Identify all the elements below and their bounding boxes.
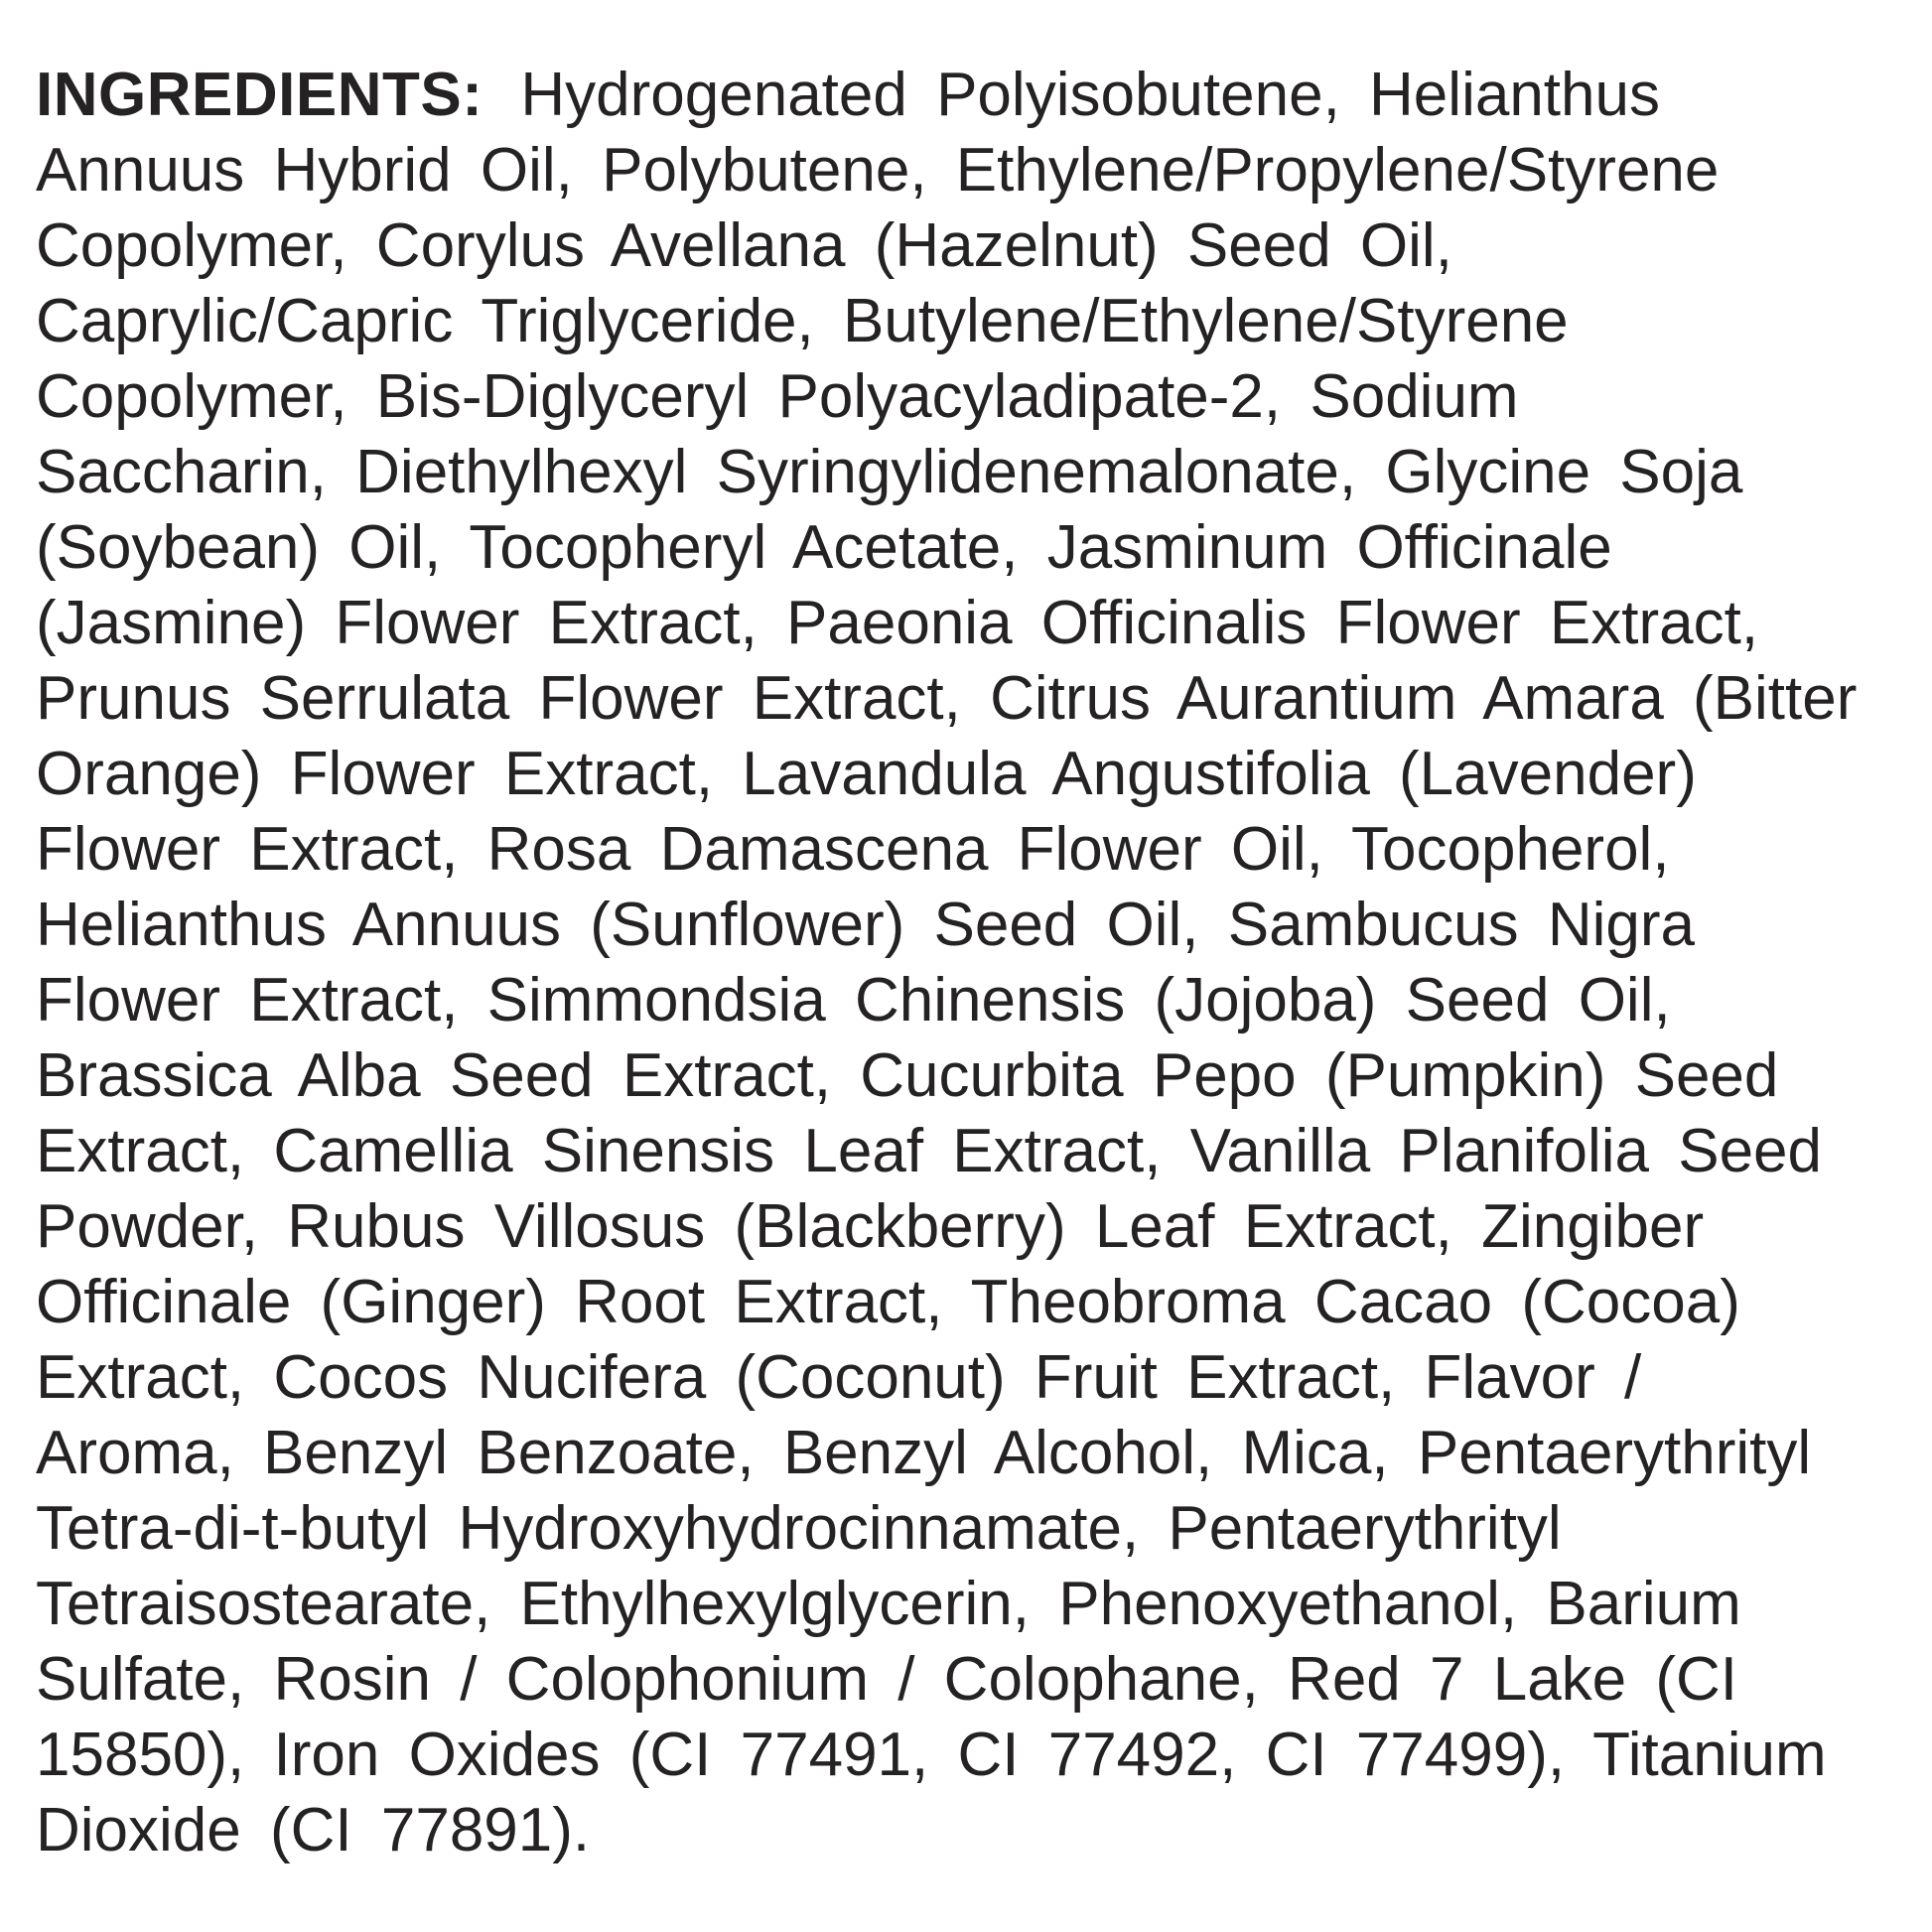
ingredients-line: (Soybean) Oil, Tocopheryl Acetate, Jasminum Officinale xyxy=(36,513,1612,582)
ingredients-line: Tetraisostearate, Ethylhexylglycerin, Phenoxyethanol, Barium xyxy=(36,1570,1741,1638)
ingredients-line: 15850), Iron Oxides (CI 77491, CI 77492, CI 77499), Titanium xyxy=(36,1721,1827,1789)
ingredients-line xyxy=(36,58,1924,133)
ingredients-line: Tetra-di-t-butyl Hydroxyhydrocinnamate, Pentaerythrityl xyxy=(36,1494,1562,1563)
ingredients-line: Copolymer, Corylus Avellana (Hazelnut) Seed Oil, xyxy=(36,211,1452,280)
ingredients-line-text: Hydrogenated Polyisobutene, Helianthus xyxy=(520,61,1660,129)
ingredients-line: Prunus Serrulata Flower Extract, Citrus Aurantium Amara (Bitter xyxy=(36,664,1858,733)
ingredients-line: Brassica Alba Seed Extract, Cucurbita Pepo (Pumpkin) Seed xyxy=(36,1041,1779,1110)
ingredients-line: Dioxide (CI 77891). xyxy=(36,1796,591,1864)
ingredients-line: Annuus Hybrid Oil, Polybutene, Ethylene/Propylene/Styrene xyxy=(36,136,1720,205)
ingredients-line: Extract, Camellia Sinensis Leaf Extract, Vanilla Planifolia Seed xyxy=(36,1117,1823,1185)
ingredients-line: Powder, Rubus Villosus (Blackberry) Leaf Extract, Zingiber xyxy=(36,1192,1705,1261)
ingredients-line: Orange) Flower Extract, Lavandula Angustifolia (Lavender) xyxy=(36,740,1697,808)
ingredients-line: (Jasmine) Flower Extract, Paeonia Officinalis Flower Extract, xyxy=(36,589,1759,657)
ingredients-line: Flower Extract, Rosa Damascena Flower Oil, Tocopherol, xyxy=(36,815,1670,884)
ingredients-line: Caprylic/Capric Triglyceride, Butylene/Ethylene/Styrene xyxy=(36,287,1569,355)
ingredients-line: Officinale (Ginger) Root Extract, Theobroma Cacao (Cocoa) xyxy=(36,1268,1740,1336)
ingredients-line: Sulfate, Rosin / Colophonium / Colophane, Red 7 Lake (CI xyxy=(36,1645,1738,1714)
ingredients-heading: INGREDIENTS: xyxy=(36,61,483,129)
ingredients-line: Flower Extract, Simmondsia Chinensis (Jojoba) Seed Oil, xyxy=(36,966,1671,1035)
ingredients-line: Helianthus Annuus (Sunflower) Seed Oil, Sambucus Nigra xyxy=(36,891,1696,959)
ingredients-line: Saccharin, Diethylhexyl Syringylidenemalonate, Glycine Soja xyxy=(36,438,1743,506)
ingredients-line: Aroma, Benzyl Benzoate, Benzyl Alcohol, Mica, Pentaerythrityl xyxy=(36,1419,1812,1487)
ingredients-line: Extract, Cocos Nucifera (Coconut) Fruit Extract, Flavor / xyxy=(36,1343,1642,1412)
ingredients-line: Copolymer, Bis-Diglyceryl Polyacyladipate-2, Sodium xyxy=(36,362,1519,431)
